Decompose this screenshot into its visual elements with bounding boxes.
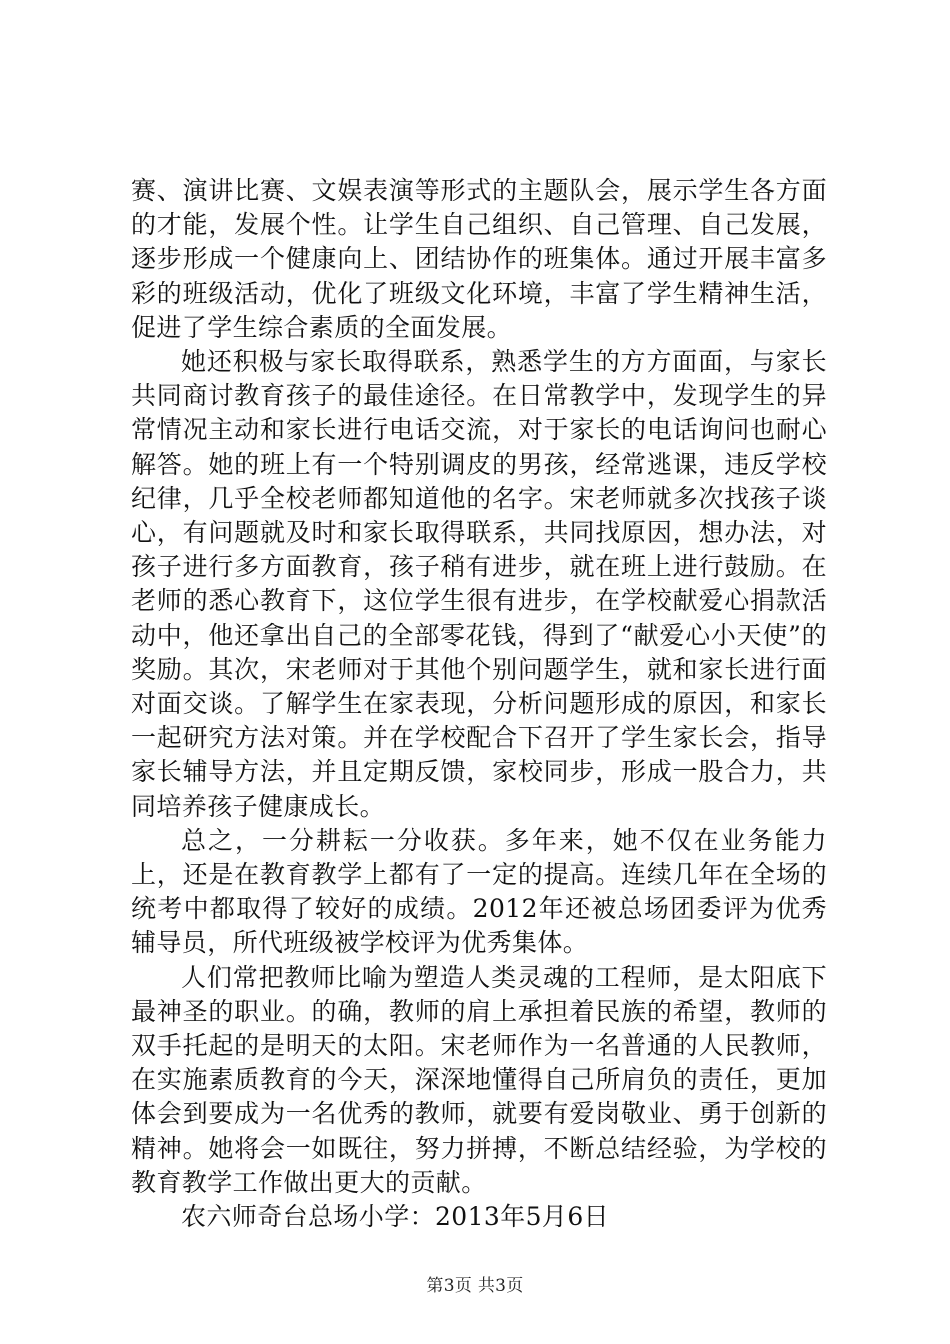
document-body [131,174,827,1234]
page-footer: 第3页 共3页 [426,1276,524,1296]
paragraph-conclusion: 人们常把教师比喻为塑造人类灵魂的工程师，是太阳底下最神圣的职业。的确，教师的肩上承担着民族的希望，教师的双手托起的是明天的太阳。宋老师作为一名普通的人民教师，在实施素质教育的今天，深深地懂得自己所肩负的责任，更加体会到要成为一名优秀的教师，就要有爱岗敬业、勇于创新的精神。她将会一如既往，努力拼搏，不断总结经验，为学校的教育教学工作做出更大的贡献。 [131,962,827,1197]
paragraph-parent-contact: 她还积极与家长取得联系，熟悉学生的方方面面，与家长共同商讨教育孩子的最佳途径。在日常教学中，发现学生的异常情况主动和家长进行电话交流，对于家长的电话询问也耐心解答。她的班上有一个特别调皮的男孩，经常逃课，违反学校纪律，几乎全校老师都知道他的名字。宋老师就多次找孩子谈心，有问题就及时和家长取得联系，共同找原因，想办法，对孩子进行多方面教育，孩子稍有进步，就在班上进行鼓励。在老师的悉心教育下，这位学生很有进步，在学校献爱心捐款活动中，他还拿出自己的全部零花钱，得到了“献爱心小天使”的奖励。其次，宋老师对于其他个别问题学生，就和家长进行面对面交谈。了解学生在家表现，分析问题形成的原因，和家长一起研究方法对策。并在学校配合下召开了学生家长会，指导家长辅导方法，并且定期反馈，家校同步，形成一股合力，共同培养孩子健康成长。 [131,347,827,821]
paragraph-activities: 赛、演讲比赛、文娱表演等形式的主题队会，展示学生各方面的才能，发展个性。让学生自己组织、自己管理、自己发展，逐步形成一个健康向上、团结协作的班集体。通过开展丰富多彩的班级活动，优化了班级文化环境，丰富了学生精神生活，促进了学生综合素质的全面发展。 [131,176,827,342]
paragraph-summary: 总之，一分耕耘一分收获。多年来，她不仅在业务能力上，还是在教育教学上都有了一定的提高。连续几年在全场的统考中都取得了较好的成绩。2012年还被总场团委评为优秀辅导员，所代班级被学校评为优秀集体。 [131,825,827,958]
signature-line: 农六师奇台总场小学：2013年5月6日 [181,1202,610,1232]
